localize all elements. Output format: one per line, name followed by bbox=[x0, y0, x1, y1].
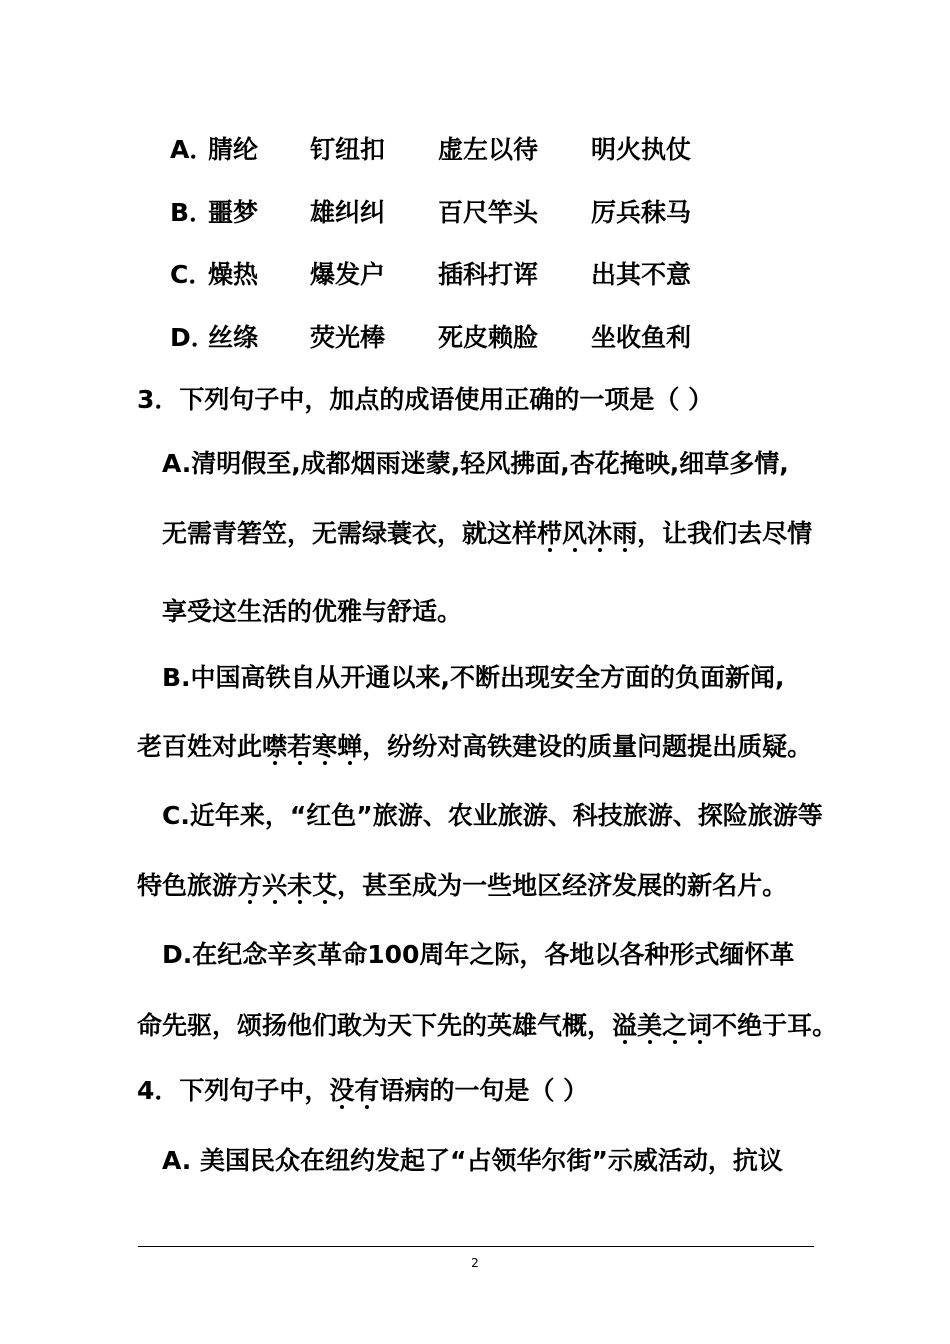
question-3-stem: 3．下列句子中，加点的成语使用正确的一项是（ ） bbox=[137, 385, 714, 414]
q3-option-c-line-1: C.近年来，“红色”旅游、农业旅游、科技旅游、探险旅游等 bbox=[162, 801, 823, 830]
option-word: 厉兵秣马 bbox=[591, 198, 692, 227]
text-segment: 不绝于耳。 bbox=[712, 1011, 838, 1040]
q3-option-b-line-1: B.中国高铁自从开通以来,不断出现安全方面的负面新闻, bbox=[162, 663, 785, 692]
text-segment: 无需青箬笠，无需绿蓑衣，就这样 bbox=[162, 519, 538, 548]
dotted-char: 雨 bbox=[612, 519, 638, 548]
dotted-char: 有 bbox=[354, 1076, 380, 1105]
dotted-char: 风 bbox=[562, 519, 588, 548]
text-segment: ，让我们去尽情 bbox=[637, 519, 813, 548]
option-word: 腈纶 bbox=[208, 135, 259, 164]
q3-option-b-line-2 bbox=[137, 727, 812, 767]
option-word: 百尺竿头 bbox=[438, 198, 539, 227]
question-4-stem bbox=[137, 1071, 588, 1111]
option-word: 坐收鱼利 bbox=[591, 323, 692, 352]
option-row-d bbox=[0, 318, 950, 358]
option-row-a bbox=[0, 130, 950, 170]
dotted-char: 栉 bbox=[537, 519, 563, 548]
option-letter: C． bbox=[170, 260, 214, 289]
dotted-char: 噤 bbox=[262, 732, 288, 761]
q3-option-d-line-1: D.在纪念辛亥革命100周年之际，各地以各种形式缅怀革 bbox=[162, 940, 795, 969]
dotted-char: 兴 bbox=[262, 871, 288, 900]
dotted-char: 未 bbox=[287, 871, 313, 900]
dotted-char: 若 bbox=[287, 732, 313, 761]
dotted-char: 方 bbox=[237, 871, 263, 900]
text-segment: 4．下列句子中， bbox=[137, 1076, 330, 1105]
text-segment: 老百姓对此 bbox=[137, 732, 263, 761]
dotted-char: 词 bbox=[687, 1011, 713, 1040]
dotted-char: 之 bbox=[662, 1011, 688, 1040]
dotted-char: 没 bbox=[329, 1076, 355, 1105]
option-word: 噩梦 bbox=[208, 198, 259, 227]
q3-option-a-line-1: A.清明假至,成都烟雨迷蒙,轻风拂面,杏花掩映,细草多情, bbox=[162, 449, 789, 478]
dotted-char: 沐 bbox=[587, 519, 613, 548]
text-segment: 特色旅游 bbox=[137, 871, 238, 900]
q4-option-a-line-1: A. 美国民众在纽约发起了“占领华尔街”示威活动，抗议 bbox=[162, 1146, 783, 1175]
option-row-c bbox=[0, 255, 950, 295]
text-segment: ，甚至成为一些地区经济发展的新名片。 bbox=[337, 871, 788, 900]
dotted-char: 美 bbox=[637, 1011, 663, 1040]
option-word: 钉纽扣 bbox=[310, 135, 386, 164]
q3-option-a-line-3: 享受这生活的优雅与舒适。 bbox=[162, 597, 463, 626]
option-word: 丝绦 bbox=[208, 323, 259, 352]
q3-option-c-line-2 bbox=[137, 866, 787, 906]
option-letter: D． bbox=[170, 323, 216, 352]
option-row-b bbox=[0, 193, 950, 233]
option-word: 出其不意 bbox=[591, 260, 692, 289]
option-word: 死皮赖脸 bbox=[438, 323, 539, 352]
option-letter: B． bbox=[170, 198, 215, 227]
dotted-char: 寒 bbox=[312, 732, 338, 761]
option-letter: A． bbox=[170, 135, 215, 164]
option-word: 雄纠纠 bbox=[310, 198, 386, 227]
option-word: 插科打诨 bbox=[438, 260, 539, 289]
text-segment: 命先驱，颂扬他们敢为天下先的英雄气概， bbox=[137, 1011, 613, 1040]
text-segment: ，纷纷对高铁建设的质量问题提出质疑。 bbox=[362, 732, 813, 761]
option-word: 明火执仗 bbox=[591, 135, 692, 164]
dotted-char: 溢 bbox=[612, 1011, 638, 1040]
q3-option-d-line-2 bbox=[137, 1006, 837, 1046]
option-word: 爆发户 bbox=[310, 260, 386, 289]
dotted-char: 艾 bbox=[312, 871, 338, 900]
page-number: 2 bbox=[471, 1256, 479, 1270]
dotted-char: 蝉 bbox=[337, 732, 363, 761]
footer-rule bbox=[138, 1246, 814, 1247]
text-segment: 语病的一句是（ ） bbox=[379, 1076, 589, 1105]
option-word: 荧光棒 bbox=[310, 323, 386, 352]
q3-option-a-line-2 bbox=[162, 514, 812, 554]
option-word: 虚左以待 bbox=[438, 135, 539, 164]
option-word: 燥热 bbox=[208, 260, 259, 289]
